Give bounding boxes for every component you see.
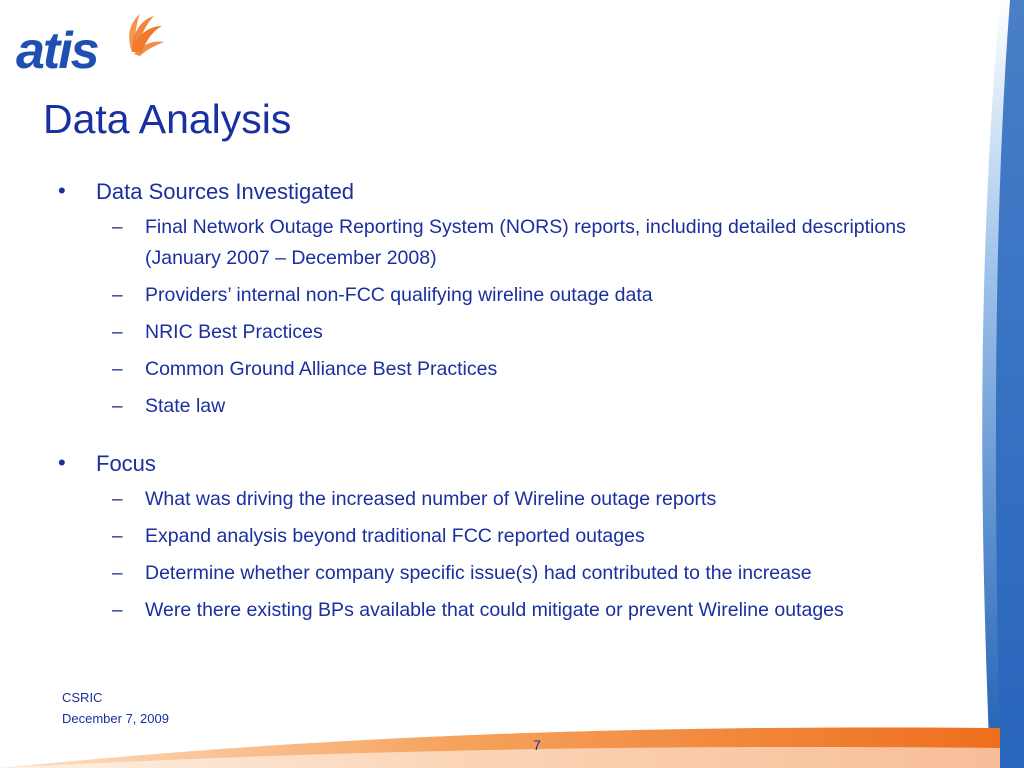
- list-item-text: Expand analysis beyond traditional FCC reported outages: [145, 525, 645, 547]
- bullet-section-data-sources: [0, 176, 970, 422]
- bullet-section-focus: [0, 448, 970, 626]
- dash-marker: –: [112, 600, 123, 621]
- dash-marker: –: [112, 359, 123, 380]
- logo-wordmark: atis: [16, 22, 98, 74]
- list-item: [0, 558, 970, 589]
- list-item: [0, 317, 970, 348]
- bullet-dot: •: [58, 450, 66, 475]
- bullet-heading-row: [0, 448, 970, 484]
- list-item-text: Determine whether company specific issue(s) had contributed to the increase: [145, 562, 812, 584]
- list-item-text: Providers’ internal non-FCC qualifying wireline outage data: [145, 284, 653, 306]
- list-item-text: NRIC Best Practices: [145, 321, 323, 343]
- list-item: [0, 595, 970, 626]
- atis-logo: [14, 12, 164, 74]
- list-item: [0, 280, 970, 311]
- list-item: [0, 354, 970, 385]
- slide-body: [0, 176, 970, 632]
- dash-marker: –: [112, 526, 123, 547]
- dash-marker: –: [112, 563, 123, 584]
- list-item-text: State law: [145, 395, 226, 417]
- footer-date: December 7, 2009: [62, 711, 169, 726]
- dash-marker: –: [112, 489, 123, 510]
- dash-marker: –: [112, 285, 123, 306]
- list-item-text: What was driving the increased number of Wireline outage reports: [145, 488, 717, 510]
- bullet-heading-row: [0, 176, 970, 212]
- list-item-text: Common Ground Alliance Best Practices: [145, 358, 498, 380]
- bullet-dot: •: [58, 178, 66, 203]
- logo-sunburst-icon: [129, 14, 164, 56]
- bullet-heading: Data Sources Investigated: [96, 179, 355, 204]
- page-number: 7: [533, 737, 541, 753]
- dash-marker: –: [112, 396, 123, 417]
- dash-marker: –: [112, 322, 123, 343]
- list-item: [0, 391, 970, 422]
- list-item: [0, 212, 970, 274]
- sub-bullet-list: [0, 212, 970, 422]
- list-item-text: Final Network Outage Reporting System (NORS) reports, including detailed descriptions (January 2007 – December 2008): [145, 216, 906, 269]
- page-title: Data Analysis: [43, 96, 292, 142]
- footer-organization: CSRIC: [62, 690, 103, 705]
- bullet-heading: Focus: [96, 451, 156, 476]
- dash-marker: –: [112, 217, 123, 238]
- list-item: [0, 484, 970, 515]
- sub-bullet-list: [0, 484, 970, 626]
- list-item: [0, 521, 970, 552]
- list-item-text: Were there existing BPs available that could mitigate or prevent Wireline outages: [145, 599, 844, 621]
